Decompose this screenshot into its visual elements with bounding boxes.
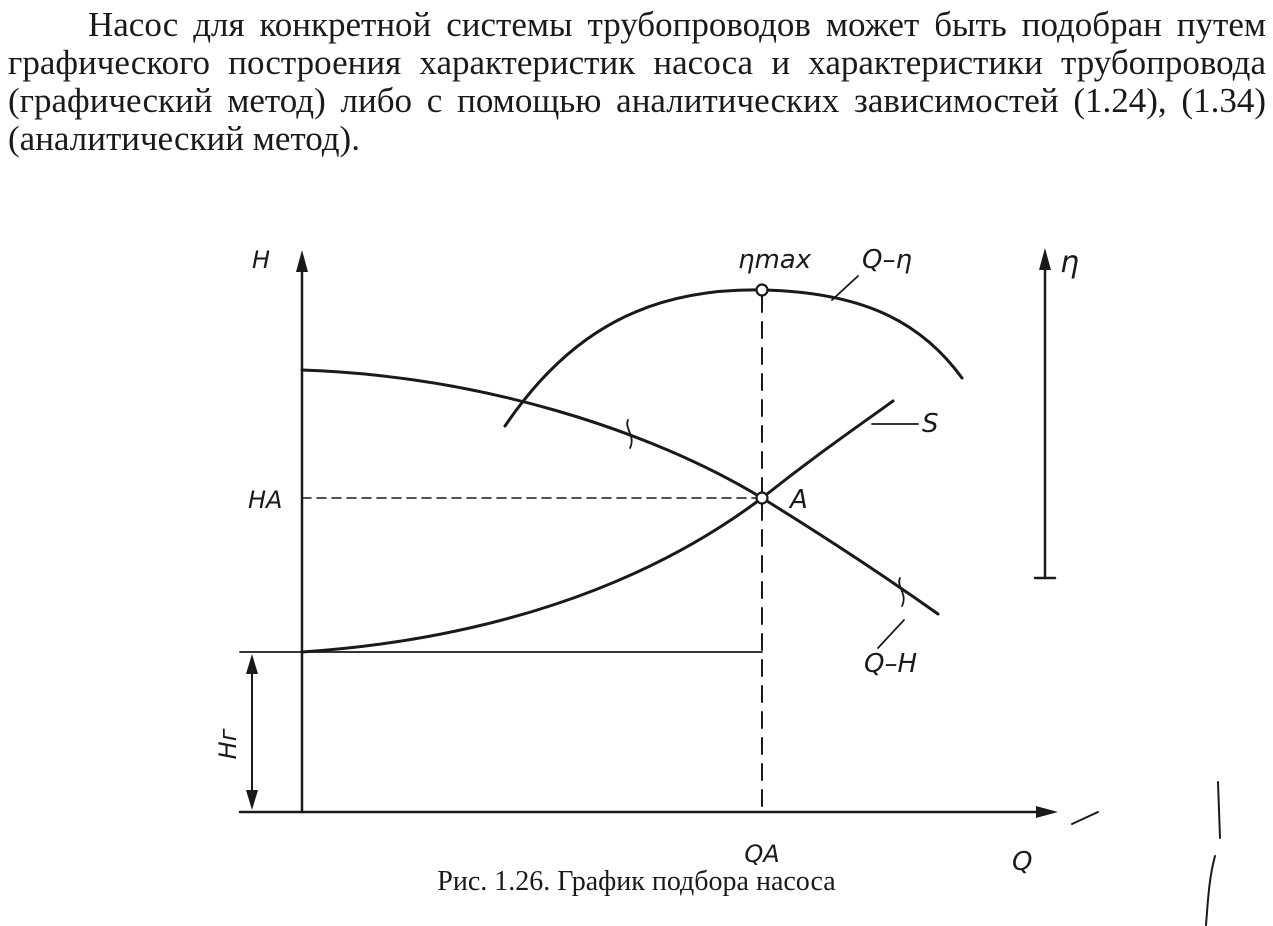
paragraph-text: Насос для конкретной системы трубопроводов может быть подобран путем графического построения характеристик насоса и характеристики трубопровода (графический метод) либо с помощью аналитических зависимостей (1.24), (1.34) (аналитический метод). <box>8 5 1266 158</box>
q-h-label: Q–H <box>864 649 918 679</box>
q-axis-arrow <box>1036 806 1058 818</box>
h-axis-arrow <box>296 250 308 272</box>
q-h-leader <box>878 620 904 648</box>
eta-max-marker <box>757 285 768 296</box>
eta-max-label: ηmax <box>738 245 812 275</box>
h-g-arrow-down <box>246 790 258 810</box>
h-g-arrow-up <box>246 654 258 674</box>
h-a-label: HA <box>248 486 283 514</box>
stray-mark-2 <box>1218 782 1220 838</box>
q-eta-curve <box>505 290 962 426</box>
h-axis-label: H <box>252 246 271 274</box>
eta-axis-label: η <box>1060 245 1080 280</box>
q-axis-label: Q <box>1012 847 1033 877</box>
q-h-curve <box>302 370 938 614</box>
q-h-curve-mark-2 <box>899 578 904 606</box>
q-eta-label: Q–η <box>862 245 912 275</box>
system-curve-s <box>302 401 893 652</box>
figure-caption: Рис. 1.26. График подбора насоса <box>437 866 836 897</box>
stray-mark-1 <box>1072 812 1098 824</box>
s-label: S <box>922 409 939 439</box>
h-g-label: Hг <box>214 728 242 760</box>
q-eta-leader <box>832 276 858 300</box>
point-a-label: A <box>790 485 808 515</box>
q-a-label: QA <box>744 840 780 868</box>
point-a-marker <box>757 493 768 504</box>
eta-axis-arrow <box>1039 248 1051 270</box>
